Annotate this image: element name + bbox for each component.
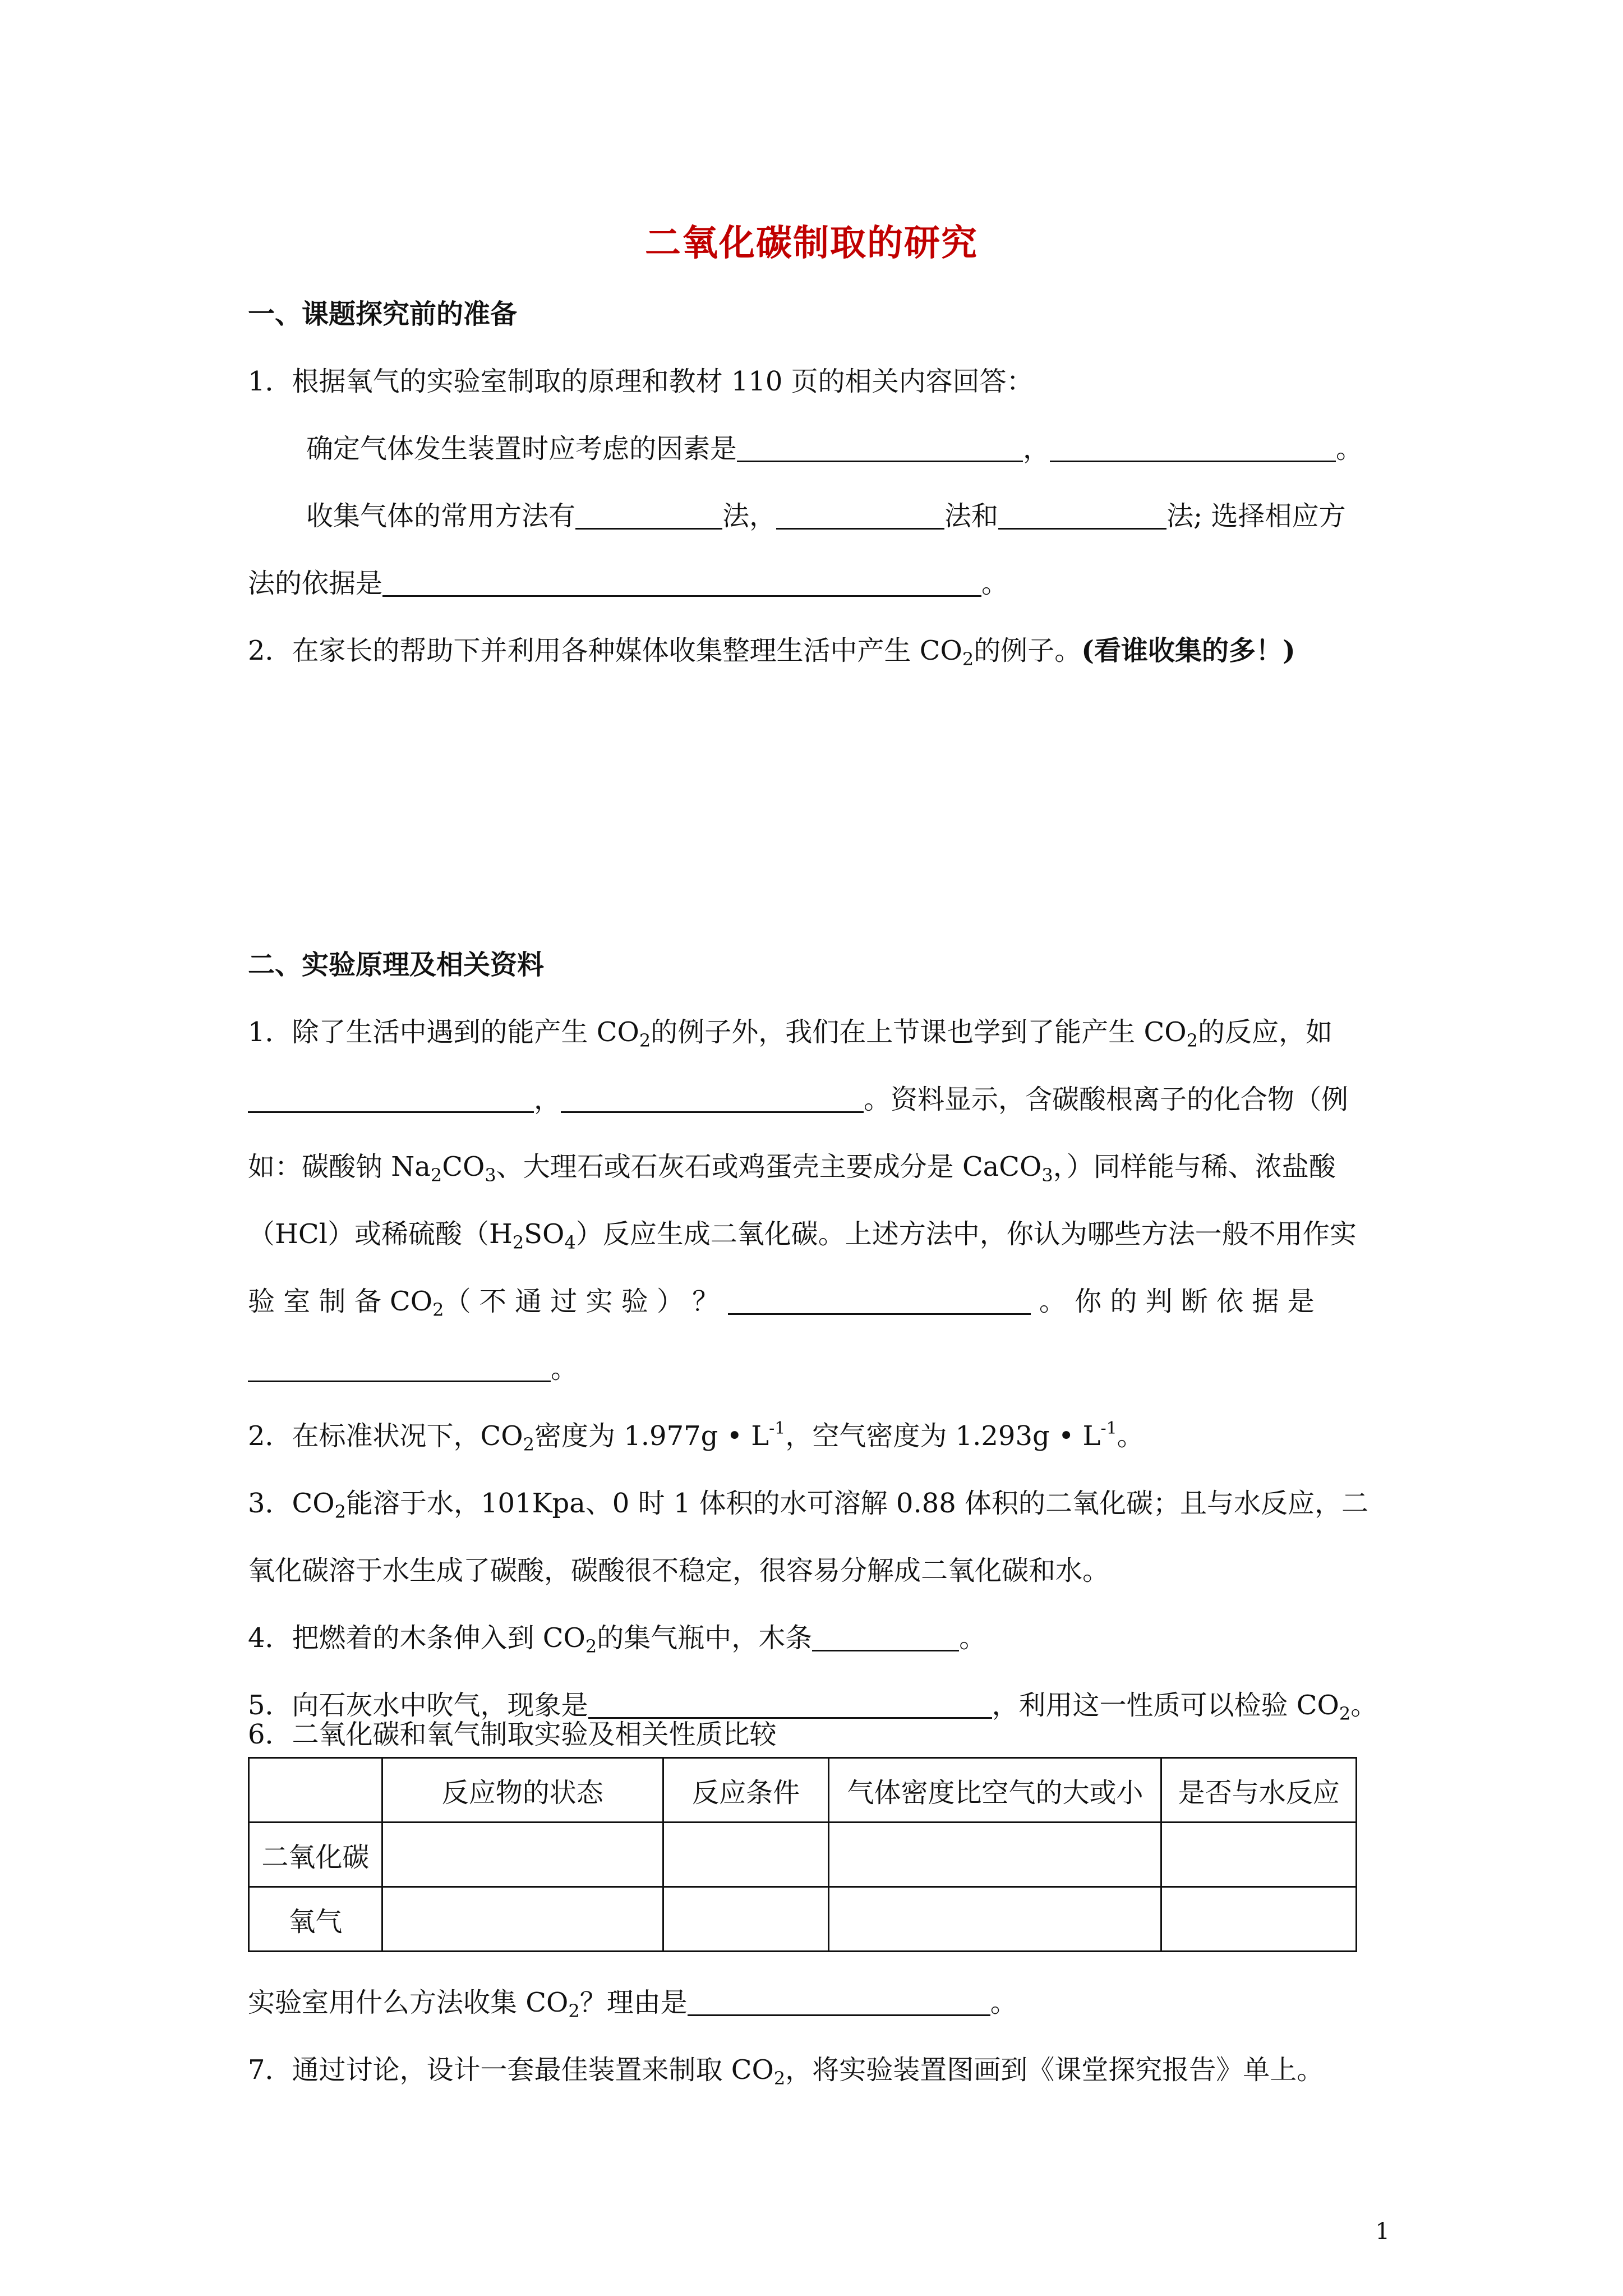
superscript: -1 xyxy=(769,1419,786,1438)
p7-text: 7．通过讨论，设计一套最佳装置来制取 CO xyxy=(248,2054,774,2086)
p1-text-5: 如：碳酸钠 Na xyxy=(248,1151,431,1182)
q2-text: 2．在家长的帮助下并利用各种媒体收集整理生活中产生 CO xyxy=(248,635,962,666)
table-row xyxy=(249,1823,1357,1887)
answer-blank[interactable] xyxy=(812,1625,959,1651)
p4-text-2: 的集气瓶中，木条 xyxy=(597,1622,813,1654)
q1c-text: 法的依据是 xyxy=(248,568,383,599)
subscript: 2 xyxy=(432,1299,444,1320)
p1-text-13: （ 不 通 过 实 验 ） ？ xyxy=(444,1286,720,1317)
section2-after-table xyxy=(248,1987,1017,2022)
answer-blank[interactable] xyxy=(248,1087,534,1113)
table-row-label: 二氧化碳 xyxy=(249,1823,382,1887)
section2-heading: 二、实验原理及相关资料 xyxy=(248,949,545,981)
page-title: 二氧化碳制取的研究 xyxy=(645,222,978,264)
table-cell[interactable] xyxy=(382,1887,663,1952)
q2-text-2: 的例子。 xyxy=(974,635,1082,666)
answer-blank[interactable] xyxy=(382,570,981,597)
q1a-end: 。 xyxy=(1336,433,1363,464)
q1b-text-3: 法和 xyxy=(944,500,999,532)
table-cell[interactable] xyxy=(829,1823,1161,1887)
p5-text-2: ，利用这一性质可以检验 CO xyxy=(992,1690,1339,1721)
subscript: 2 xyxy=(430,1165,442,1186)
after-text-2: ？理由是 xyxy=(579,1987,688,2018)
p1-text-14: 。 你 的 判 断 依 据 是 xyxy=(1039,1286,1315,1317)
after-text: 实验室用什么方法收集 CO xyxy=(248,1987,569,2018)
table-row-label: 氧气 xyxy=(249,1887,382,1952)
section1-q1c xyxy=(248,570,1008,597)
answer-blank[interactable] xyxy=(998,503,1166,530)
section1-q1: 1．根据氧气的实验室制取的原理和教材 110 页的相关内容回答： xyxy=(248,366,1034,397)
section2-p1-line6 xyxy=(248,1355,578,1382)
p1-end: 。 xyxy=(551,1353,578,1384)
p1-text: 1．除了生活中遇到的能产生 CO xyxy=(248,1016,639,1048)
section1-q1a xyxy=(306,435,1363,462)
page-number: 1 xyxy=(1375,2219,1390,2244)
subscript: 2 xyxy=(1339,1703,1351,1724)
answer-blank[interactable] xyxy=(248,1356,551,1382)
table-header-cell: 气体密度比空气的大或小 xyxy=(829,1758,1161,1823)
section1-heading: 一、课题探究前的准备 xyxy=(248,298,518,330)
p5-end: 。 xyxy=(1350,1690,1378,1721)
q1b-text: 收集气体的常用方法有 xyxy=(306,500,576,532)
section2-p6: 6．二氧化碳和氧气制取实验及相关性质比较 xyxy=(248,1719,777,1750)
q1a-text: 确定气体发生装置时应考虑的因素是 xyxy=(306,433,737,464)
p4-text: 4．把燃着的木条伸入到 CO xyxy=(248,1622,585,1654)
answer-blank[interactable] xyxy=(1050,436,1336,462)
answer-blank[interactable] xyxy=(737,436,1023,462)
p1-text-2: 的例子外，我们在上节课也学到了能产生 CO xyxy=(651,1016,1187,1048)
subscript-3: 3 xyxy=(485,1165,496,1186)
section2-p5 xyxy=(248,1690,1378,1724)
q1a-sep: ， xyxy=(1023,433,1050,464)
section1-q2 xyxy=(248,635,1295,670)
p3-text: 3．CO xyxy=(248,1488,335,1519)
table-header-cell: 是否与水反应 xyxy=(1161,1758,1357,1823)
p1-text-3: 的反应，如 xyxy=(1197,1016,1332,1048)
answer-blank[interactable] xyxy=(561,1087,864,1113)
table-row xyxy=(249,1887,1357,1952)
p1-text-10: SO xyxy=(524,1218,565,1250)
p1-text-4: 。资料显示，含碳酸根离子的化合物（例 xyxy=(864,1084,1349,1115)
answer-blank[interactable] xyxy=(688,1990,990,2016)
section2-p1-line2 xyxy=(248,1086,1348,1113)
subscript-3: 3 xyxy=(1041,1165,1053,1186)
section2-p3-line1 xyxy=(248,1488,1369,1522)
section2-p7 xyxy=(248,2054,1324,2089)
subscript: 2 xyxy=(512,1232,524,1253)
after-end: 。 xyxy=(990,1987,1017,2018)
table-header-row xyxy=(249,1758,1357,1823)
p1-text-6: CO xyxy=(442,1151,485,1182)
table-header-cell: 反应条件 xyxy=(663,1758,829,1823)
p1-text-12: 验 室 制 备 CO xyxy=(248,1286,433,1317)
table-cell[interactable] xyxy=(663,1887,829,1952)
p1-text-9: （HCl）或稀硫酸（H xyxy=(248,1218,513,1250)
subscript: 2 xyxy=(773,2068,786,2089)
p5-text: 5．向石灰水中吹气，现象是 xyxy=(248,1690,588,1721)
section2-p1-line3 xyxy=(248,1151,1336,1186)
subscript: 2 xyxy=(1186,1030,1198,1051)
section2-p1-line1 xyxy=(248,1016,1332,1051)
subscript: 2 xyxy=(334,1501,346,1522)
p2-text-2: 密度为 1.977g • L xyxy=(534,1420,769,1452)
table-header-cell: 反应物的状态 xyxy=(382,1758,663,1823)
subscript-4: 4 xyxy=(564,1232,576,1253)
q1b-text-2: 法， xyxy=(722,500,777,532)
p2-text: 2．在标准状况下，CO xyxy=(248,1420,523,1452)
table-cell[interactable] xyxy=(829,1887,1161,1952)
q1b-text-4: 法; 选择相应方 xyxy=(1166,500,1346,532)
answer-blank[interactable] xyxy=(776,503,944,530)
p7-text-2: ，将实验装置图画到《课堂探究报告》单上。 xyxy=(785,2054,1324,2086)
subscript: 2 xyxy=(568,2000,580,2022)
p1-sep: ， xyxy=(534,1084,561,1115)
answer-blank[interactable] xyxy=(588,1692,992,1719)
section2-p1-line5 xyxy=(248,1286,1315,1320)
p1-text-8: ，）同样能与稀、浓盐酸 xyxy=(1053,1151,1336,1182)
section2-p2 xyxy=(248,1419,1144,1455)
section2-p4 xyxy=(248,1622,986,1657)
q2-emphasis: (看谁收集的多！) xyxy=(1081,635,1295,666)
subscript: 2 xyxy=(962,648,974,670)
section2-p1-line4 xyxy=(248,1218,1357,1253)
superscript: -1 xyxy=(1100,1419,1117,1438)
section1-q1b xyxy=(306,500,1346,532)
p3-text-2: 能溶于水，101Kpa、0 时 1 体积的水可溶解 0.88 体积的二氧化碳；且与水反应，二 xyxy=(345,1488,1369,1519)
subscript: 2 xyxy=(585,1636,597,1657)
subscript: 2 xyxy=(639,1030,651,1051)
table-header-cell xyxy=(249,1758,382,1823)
p2-end: 。 xyxy=(1117,1420,1144,1452)
table-cell[interactable] xyxy=(1161,1887,1357,1952)
p4-end: 。 xyxy=(959,1622,986,1654)
p1-text-7: 、大理石或石灰石或鸡蛋壳主要成分是 CaCO xyxy=(496,1151,1042,1182)
table-cell[interactable] xyxy=(382,1823,663,1887)
answer-blank[interactable] xyxy=(575,503,722,530)
comparison-table xyxy=(248,1757,1357,1952)
answer-blank[interactable] xyxy=(728,1289,1031,1315)
q1c-end: 。 xyxy=(981,568,1009,599)
section2-p3-line2: 氧化碳溶于水生成了碳酸，碳酸很不稳定，很容易分解成二氧化碳和水。 xyxy=(248,1555,1110,1586)
p2-text-3: ，空气密度为 1.293g • L xyxy=(785,1420,1101,1452)
p1-text-11: ）反应生成二氧化碳。上述方法中，你认为哪些方法一般不用作实 xyxy=(575,1218,1357,1250)
table-cell[interactable] xyxy=(663,1823,829,1887)
subscript: 2 xyxy=(523,1434,534,1455)
table-cell[interactable] xyxy=(1161,1823,1357,1887)
